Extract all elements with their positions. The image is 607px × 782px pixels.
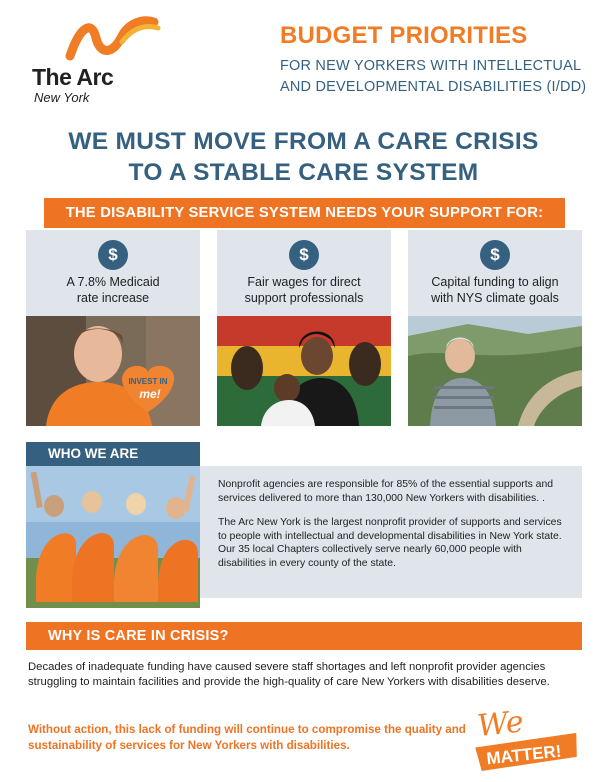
priority-card-wages — [217, 230, 391, 426]
photo-gorge-overlook — [408, 316, 582, 426]
dollar-icon: $ — [480, 240, 510, 270]
why-crisis-body: Decades of inadequate funding have caused severe staff shortages and left nonprofit provider agencies struggling to maintain facilities and provide the high-quality of care New Yorkers with disabilities deserve. — [28, 661, 550, 688]
priority-card-capital — [408, 230, 582, 426]
priority-label — [217, 274, 391, 306]
priority-label-line-1: Fair wages for direct — [247, 275, 361, 289]
arc-logo — [28, 16, 168, 105]
dollar-icon: $ — [98, 240, 128, 270]
headline-line-2: TO A STABLE CARE SYSTEM — [128, 159, 479, 186]
who-paragraph-2: The Arc New York is the largest nonprofit provider of supports and services to people with intellectual and developmental disabilities in New York state. Our 35 local Chapters collectively serve nearly 60,000 people with disabilities in every county of the state. — [218, 517, 562, 569]
call-to-action: Without action, this lack of funding will continue to compromise the quality and sustainability of services for New Yorkers with disabilities. — [28, 723, 466, 752]
priority-label — [26, 274, 200, 306]
page-subtitle: FOR NEW YORKERS WITH INTELLECTUAL AND DEVELOPMENTAL DISABILITIES (I/DD) — [280, 58, 587, 95]
who-we-are-heading: WHO WE ARE — [26, 442, 200, 466]
priority-label-line-2: rate increase — [76, 291, 150, 305]
stamp-line-1: We — [475, 704, 526, 745]
priority-label-line-1: A 7.8% Medicaid — [66, 275, 160, 289]
headline-line-1: WE MUST MOVE FROM A CARE CRISIS — [68, 128, 539, 155]
who-we-are-text — [218, 478, 568, 582]
priority-label-line-2: with NYS climate goals — [431, 291, 559, 305]
priority-label — [408, 274, 582, 306]
priority-label-line-2: support professionals — [244, 291, 364, 305]
dollar-icon: $ — [289, 240, 319, 270]
we-matter-stamp — [458, 700, 588, 772]
stamp-line-2: MATTER! — [485, 741, 563, 769]
sign-text-line-1: INVEST IN — [128, 377, 168, 386]
priority-card-medicaid — [26, 230, 200, 426]
support-banner: THE DISABILITY SERVICE SYSTEM NEEDS YOUR SUPPORT FOR: — [44, 198, 565, 228]
why-crisis-heading: WHY IS CARE IN CRISIS? — [26, 622, 582, 650]
logo-brand: The Arc — [32, 64, 114, 90]
priority-label-line-1: Capital funding to align — [431, 275, 559, 289]
photo-mural-hug — [217, 316, 391, 426]
logo-sub: New York — [34, 90, 90, 105]
page-title: BUDGET PRIORITIES — [280, 22, 528, 49]
headline — [0, 126, 607, 188]
photo-invest-sign — [26, 316, 200, 426]
sign-text-line-2: me! — [139, 387, 161, 401]
who-paragraph-1: Nonprofit agencies are responsible for 85% of the essential supports and services delivered to more than 130,000 New Yorkers with disabilities. . — [218, 479, 554, 504]
arc-swoosh-icon — [62, 16, 162, 66]
photo-team-shirts — [26, 462, 200, 608]
